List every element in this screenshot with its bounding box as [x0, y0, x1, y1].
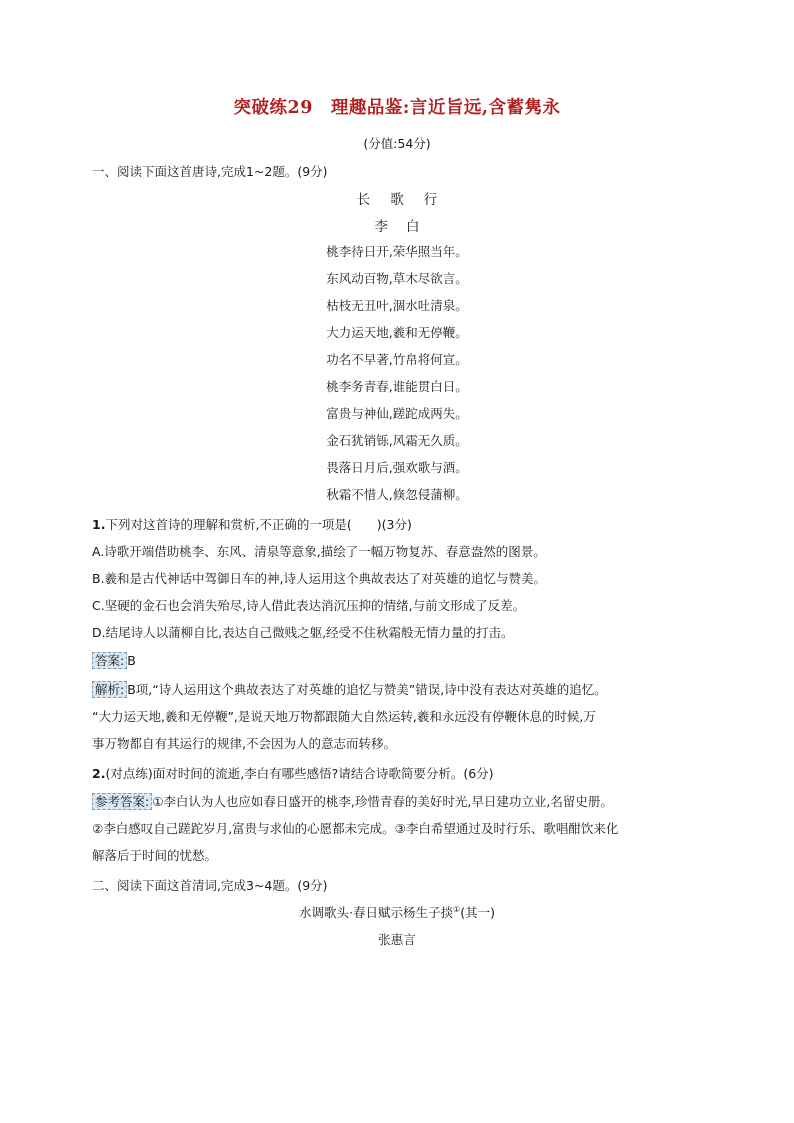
poem-line: 桃李待日开,荣华照当年。: [326, 244, 468, 259]
poem-line: 枯枝无丑叶,涸水吐清泉。: [326, 298, 468, 313]
q1-option-d: D.结尾诗人以蒲柳自比,表达自己微贱之躯,经受不住秋霜般无情力量的打击。: [92, 625, 514, 640]
poem-line: 桃李务青春,谁能贯白日。: [326, 379, 468, 394]
poem1-author: 李白: [374, 219, 438, 235]
poem2-title-text: 水调歌头·春日赋示杨生子掞: [299, 905, 454, 920]
poem1-title: 长歌行: [356, 192, 458, 208]
q1-answer-value: B: [127, 653, 136, 668]
q2-stem: [92, 764, 712, 782]
q1-number: 1.: [92, 517, 106, 532]
q1-answer: [92, 652, 712, 669]
footnote-marker: ①: [453, 904, 461, 914]
q1-stem-text: 下列对这首诗的理解和赏析,不正确的一项是( )(3分): [105, 517, 412, 532]
q1-analysis-line2: “大力运天地,羲和无停鞭”,是说天地万物都跟随大自然运转,羲和永远没有停鞭休息的时候,万: [92, 709, 596, 724]
q1-option-a: A.诗歌开端借助桃李、东风、清泉等意象,描绘了一幅万物复苏、春意盎然的图景。: [92, 544, 546, 559]
q2-stem-text: (对点练)面对时间的流逝,李白有哪些感悟?请结合诗歌简要分析。(6分): [105, 766, 494, 781]
section2-intro: 二、阅读下面这首清词,完成3~4题。(9分): [92, 878, 328, 893]
q2-answer-line1: [92, 792, 712, 810]
analysis-label-tag: 解析:: [92, 681, 127, 698]
poem-line: 秋霜不惜人,倏忽侵蒲柳。: [326, 487, 468, 502]
q2-answer-text: ①李白认为人也应如春日盛开的桃李,珍惜青春的美好时光,早日建功立业,名留史册。: [152, 794, 613, 809]
q2-answer-line3: 解落后于时间的忧愁。: [92, 848, 218, 863]
poem-line: 畏落日月后,强欢歌与酒。: [326, 460, 468, 475]
poem2-title-suffix: (其一): [460, 905, 495, 920]
answer-label-tag: 答案:: [92, 652, 127, 669]
q2-number: 2.: [92, 766, 106, 781]
q2-answer-line2: ②李白感叹自己蹉跎岁月,富贵与求仙的心愿都未完成。③李白希望通过及时行乐、歌唱酣饮来化: [92, 821, 619, 836]
q1-analysis-text: B项,“诗人运用这个典故表达了对英雄的追忆与赞美”错误,诗中没有表达对英雄的追忆。: [127, 682, 607, 697]
reference-answer-label-tag: 参考答案:: [92, 793, 152, 810]
q1-option-c: C.坚硬的金石也会消失殆尽,诗人借此表达消沉压抑的情绪,与前文形成了反差。: [92, 598, 526, 613]
poem-line: 大力运天地,羲和无停鞭。: [326, 325, 468, 340]
q1-stem: [92, 515, 712, 533]
poem-line: 金石犹销铄,风霜无久质。: [326, 433, 468, 448]
q1-option-b: B.羲和是古代神话中驾御日车的神,诗人运用这个典故表达了对英雄的追忆与赞美。: [92, 571, 547, 586]
poem-line: 东风动百物,草木尽欲言。: [326, 271, 468, 286]
score-note: (分值:54分): [363, 136, 431, 151]
page-title: 突破练29 理趣品鉴:言近旨远,含蓄隽永: [233, 98, 561, 118]
section1-intro: 一、阅读下面这首唐诗,完成1~2题。(9分): [92, 164, 328, 179]
poem2-author: 张惠言: [378, 932, 416, 947]
poem-line: 功名不早著,竹帛将何宣。: [326, 352, 468, 367]
q1-analysis-line1: [92, 680, 712, 698]
poem-line: 富贵与神仙,蹉跎成两失。: [326, 406, 468, 421]
poem2-title: [0, 903, 794, 921]
q1-analysis-line3: 事万物都自有其运行的规律,不会因为人的意志而转移。: [92, 736, 396, 751]
